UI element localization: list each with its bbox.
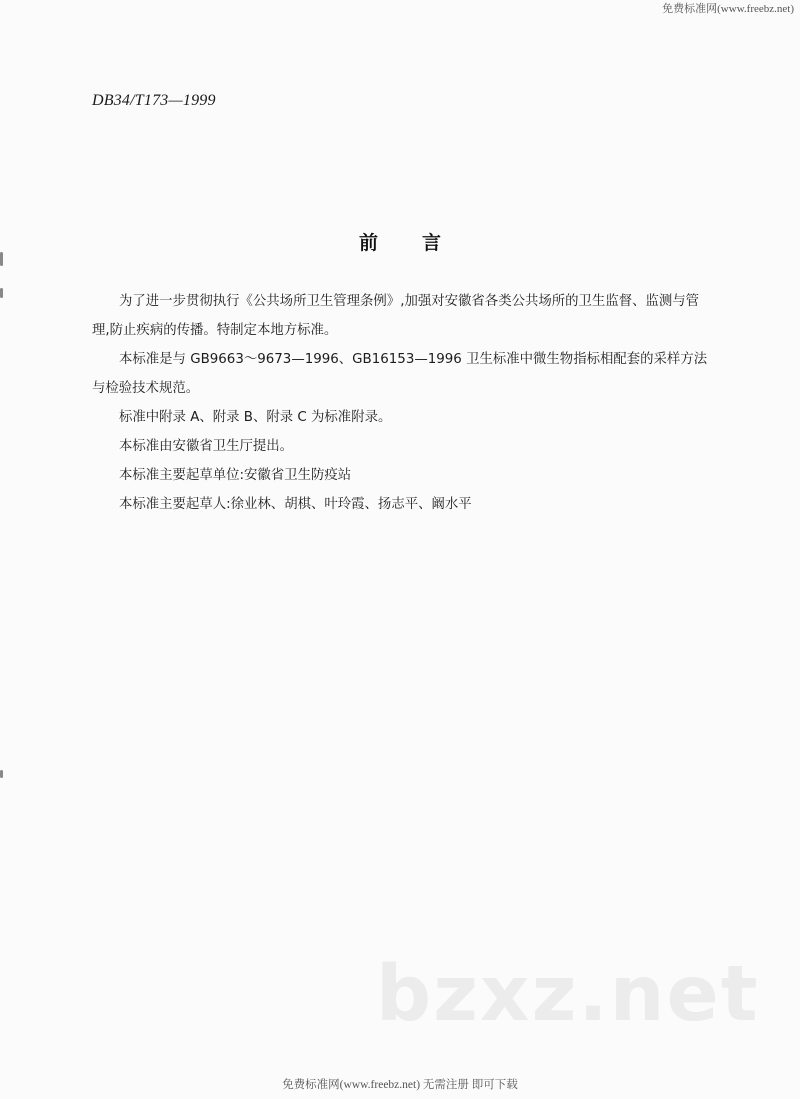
foreword-body <box>92 287 714 519</box>
paragraph-drafters: 本标准主要起草人:徐业林、胡棋、叶玲霞、扬志平、阚水平 <box>119 497 472 512</box>
footer-download-note: 免费标准网(www.freebz.net) 无需注册 即可下载 <box>282 1079 518 1091</box>
watermark: bzxz.net <box>376 950 760 1039</box>
paragraph-scope: 本标准是与 GB9663～9673—1996、GB16153—1996 卫生标准中微生物指标相配套的采样方法与检验技术规范。 <box>92 352 708 396</box>
site-note: 免费标准网(www.freebz.net) <box>662 3 794 15</box>
paragraph-purpose: 为了进一步贯彻执行《公共场所卫生管理条例》,加强对安徽省各类公共场所的卫生监督、监测与管理,防止疾病的传播。特制定本地方标准。 <box>92 294 700 338</box>
standard-code: DB34/T173—1999 <box>92 92 216 109</box>
page-title: 前言 <box>358 232 485 254</box>
margin-mark <box>0 288 3 298</box>
paragraph-proposer: 本标准由安徽省卫生厅提出。 <box>119 439 294 454</box>
paragraph-annexes: 标准中附录 A、附录 B、附录 C 为标准附录。 <box>119 410 392 425</box>
margin-mark <box>0 770 3 778</box>
paragraph-drafting-unit: 本标准主要起草单位:安徽省卫生防疫站 <box>119 468 352 483</box>
